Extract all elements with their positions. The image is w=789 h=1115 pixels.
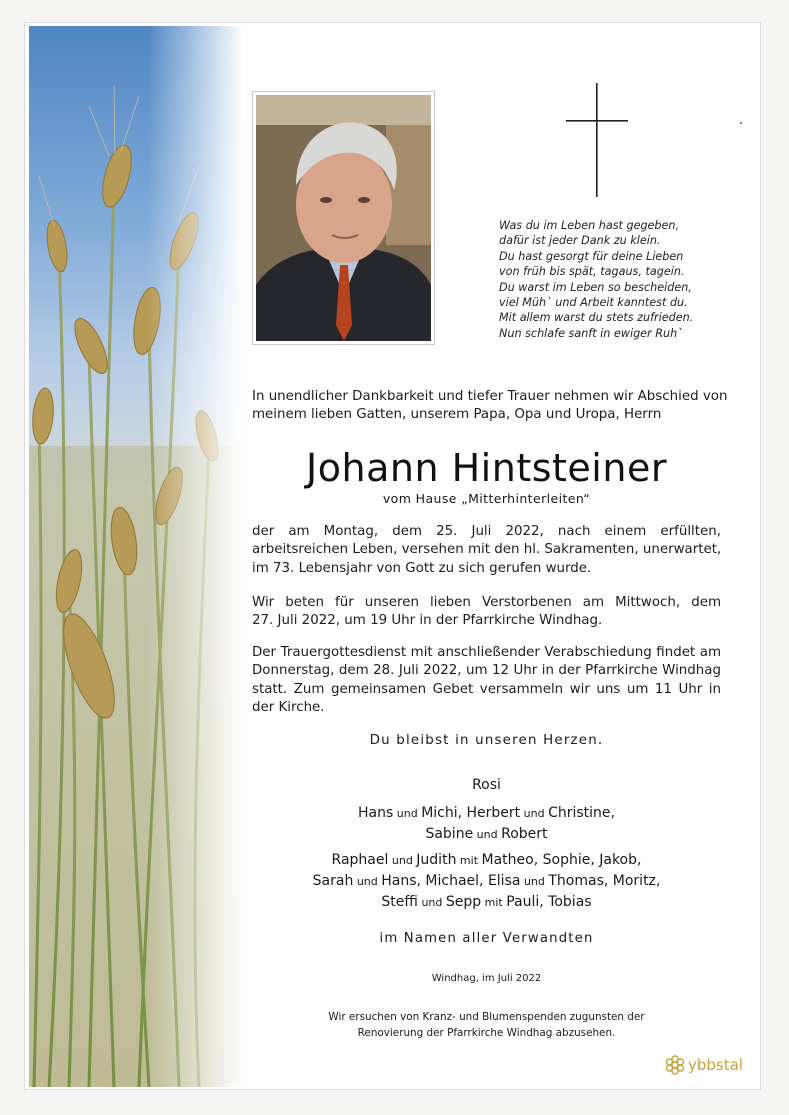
family-names: Hans — [357, 805, 394, 821]
donation-note-line: Renovierung der Pfarrkirche Windhag abzusehen. — [357, 1027, 616, 1039]
family-names: Michi, Herbert — [421, 805, 521, 821]
brand-name: ybbstal — [688, 1056, 743, 1074]
family-line — [252, 871, 721, 892]
poem-line: Mit allem warst du stets zufrieden. — [499, 311, 694, 325]
prayer-notice — [252, 594, 721, 631]
decorative-dot — [740, 122, 742, 124]
family-names: Sarah — [312, 873, 354, 889]
service-notice — [252, 644, 721, 718]
family-line — [252, 892, 721, 913]
death-notice-line: der am Montag, dem 25. Juli 2022, nach einem erfüllten, — [252, 524, 721, 539]
service-notice-line: der Kirche. — [252, 700, 325, 716]
family-names: Pauli, Tobias — [506, 894, 592, 910]
service-notice-line: statt. Zum gemeinsamen Gebet versammeln wir uns um 11 Uhr in — [252, 681, 721, 697]
prayer-notice-line: Wir beten für unseren lieben Verstorbenen am Mittwoch, dem — [252, 595, 721, 610]
house-name: vom Hause „Mitterhinterleiten“ — [382, 491, 591, 506]
death-notice — [252, 523, 721, 578]
flower-icon — [665, 1055, 685, 1075]
connector-word: und — [417, 896, 446, 909]
family-names: Christine, — [548, 805, 615, 821]
poem-line: von früh bis spät, tagaus, tagein. — [499, 265, 685, 279]
poem-line: dafür ist jeder Dank zu klein. — [499, 234, 661, 248]
poem-line: Du warst im Leben so bescheiden, — [499, 280, 692, 294]
connector-word: und — [520, 807, 549, 820]
donation-note — [252, 1009, 721, 1041]
spouse-name: Rosi — [472, 777, 501, 793]
connector-word: und — [393, 807, 422, 820]
farewell-line: Du bleibst in unseren Herzen. — [369, 733, 604, 748]
death-notice-line: arbeitsreichen Leben, versehen mit den hl. Sakramenten, unerwartet, — [252, 542, 722, 558]
poem — [499, 218, 749, 341]
family-names: Raphael — [331, 852, 389, 868]
intro-line: In unendlicher Dankbarkeit und tiefer Trauer nehmen wir Abschied von — [252, 389, 728, 404]
connector-word: und — [353, 875, 382, 888]
family-line — [252, 850, 721, 871]
service-notice-line: Donnerstag, dem 28. Juli 2022, um 12 Uhr in der Pfarrkirche Windhag — [252, 663, 721, 679]
family-names: Matheo, Sophie, Jakob, — [481, 852, 642, 868]
donation-note-line: Wir ersuchen von Kranz- und Blumenspenden zugunsten der — [328, 1011, 645, 1023]
family-line — [252, 803, 721, 824]
family-names: Robert — [501, 826, 548, 842]
grandchildren-list — [252, 850, 721, 913]
poem-line: viel Müh` und Arbeit kanntest du. — [499, 296, 688, 310]
wheat-field-image — [29, 26, 244, 1087]
poem-line: Du hast gesorgt für deine Lieben — [499, 249, 684, 263]
deceased-name: Johann Hintsteiner — [306, 446, 667, 490]
brand-logo — [665, 1052, 743, 1078]
family-names: Judith — [416, 852, 457, 868]
poem-line: Nun schlafe sanft in ewiger Ruh` — [499, 326, 683, 340]
connector-word: mit — [456, 854, 482, 867]
family-names: Hans, Michael, Elisa — [381, 873, 521, 889]
connector-word: und — [520, 875, 549, 888]
relatives-line: im Namen aller Verwandten — [379, 931, 594, 946]
prayer-notice-line: 27. Juli 2022, um 19 Uhr in der Pfarrkirche Windhag. — [252, 613, 603, 629]
connector-word: und — [388, 854, 417, 867]
death-notice-line: im 73. Lebensjahr von Gott zu sich gerufen wurde. — [252, 560, 592, 576]
family-names: Steffi — [381, 894, 418, 910]
family-line — [252, 824, 721, 845]
intro-text — [252, 388, 728, 425]
cross-icon — [566, 83, 628, 197]
service-notice-line: Der Trauergottesdienst mit anschließender Verabschiedung findet am — [252, 645, 721, 660]
connector-word: und — [473, 828, 502, 841]
family-names: Sepp — [445, 894, 482, 910]
children-list — [252, 803, 721, 845]
intro-line: meinem lieben Gatten, unserem Papa, Opa und Uropa, Herrn — [252, 407, 662, 423]
poem-line: Was du im Leben hast gegeben, — [499, 219, 680, 232]
family-names: Thomas, Moritz, — [548, 873, 661, 889]
family-names: Sabine — [425, 826, 474, 842]
portrait-photo — [252, 91, 435, 345]
connector-word: mit — [481, 896, 507, 909]
place-date: Windhag, im Juli 2022 — [431, 973, 542, 984]
